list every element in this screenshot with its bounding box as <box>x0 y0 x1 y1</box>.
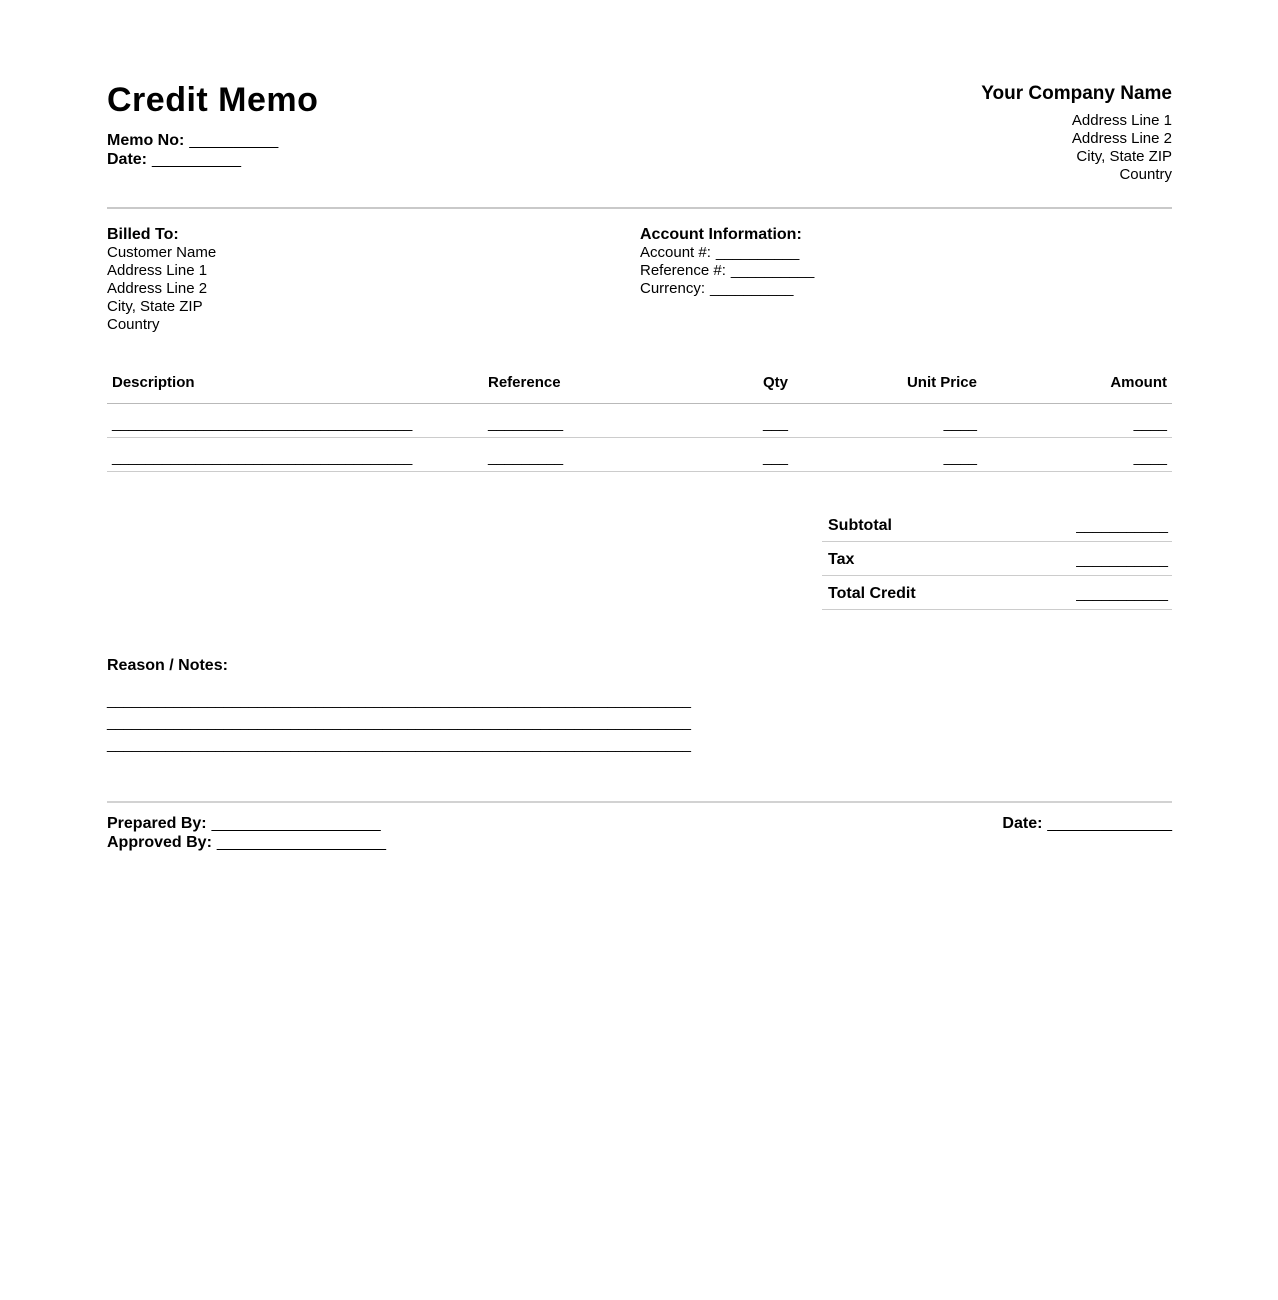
document-header <box>107 83 1172 184</box>
reason-notes-lines <box>107 690 1172 756</box>
signature-date-blank: ______________ <box>1047 815 1172 832</box>
tax-blank: ___________ <box>1076 551 1168 568</box>
account-number-blank: __________ <box>715 244 800 261</box>
company-block <box>981 83 1172 184</box>
cell-amount-blank: ____ <box>1133 449 1167 466</box>
billed-to-line: Country <box>107 316 160 333</box>
memo-date-label: Date: <box>107 151 148 168</box>
account-number-line <box>640 244 1172 262</box>
header-divider <box>107 207 1172 209</box>
billed-to-line: City, State ZIP <box>107 298 203 315</box>
cell-reference-blank: _________ <box>488 449 564 466</box>
reason-line-blank: ______________________________________________________________________ <box>107 736 691 753</box>
memo-date-line <box>107 150 318 169</box>
signature-date-label: Date: <box>1002 815 1043 832</box>
table-row <box>107 438 1172 472</box>
memo-number-line <box>107 131 318 150</box>
approved-by-blank: ___________________ <box>216 834 386 851</box>
subtotal-label: Subtotal <box>828 517 892 534</box>
cell-amount-blank: ____ <box>1133 415 1167 432</box>
signature-left <box>107 814 386 852</box>
reason-line-blank: ______________________________________________________________________ <box>107 714 691 731</box>
reference-number-blank: __________ <box>730 262 815 279</box>
cell-reference-blank: _________ <box>488 415 564 432</box>
memo-date-blank: __________ <box>152 151 241 168</box>
signature-section <box>107 814 1172 852</box>
company-address-line: Address Line 2 <box>1071 130 1172 147</box>
column-header-amount: Amount <box>1110 374 1167 391</box>
company-address <box>981 112 1172 184</box>
memo-meta <box>107 131 318 169</box>
cell-qty-blank: ___ <box>762 415 788 432</box>
cell-description-blank: ____________________________________ <box>112 449 413 466</box>
table-header-row <box>107 373 1172 404</box>
account-info-block <box>640 225 1172 334</box>
prepared-by-line <box>107 814 386 833</box>
approved-by-label: Approved By: <box>107 834 212 851</box>
total-credit-blank: ___________ <box>1076 585 1168 602</box>
subtotal-blank: ___________ <box>1076 517 1168 534</box>
currency-label: Currency: <box>640 280 706 297</box>
cell-unit-price-blank: ____ <box>943 449 977 466</box>
company-address-line: Address Line 1 <box>1071 112 1172 129</box>
totals-section <box>822 508 1172 610</box>
account-info-label: Account Information: <box>640 226 802 243</box>
reason-line-blank: ______________________________________________________________________ <box>107 692 691 709</box>
prepared-by-label: Prepared By: <box>107 815 207 832</box>
subtotal-row <box>822 508 1172 542</box>
parties-section <box>107 225 1172 334</box>
currency-blank: __________ <box>710 280 794 297</box>
account-number-label: Account #: <box>640 244 711 261</box>
memo-number-label: Memo No: <box>107 132 185 149</box>
cell-unit-price-blank: ____ <box>943 415 977 432</box>
company-name: Your Company Name <box>981 83 1172 104</box>
billed-to-lines <box>107 244 640 334</box>
column-header-reference: Reference <box>488 374 561 391</box>
column-header-description: Description <box>112 374 195 391</box>
page-title: Credit Memo <box>107 81 319 119</box>
reference-number-line <box>640 262 1172 280</box>
cell-description-blank: ____________________________________ <box>112 415 413 432</box>
billed-to-line: Customer Name <box>107 244 217 261</box>
tax-row <box>822 542 1172 576</box>
prepared-by-blank: ___________________ <box>211 815 381 832</box>
tax-label: Tax <box>828 551 855 568</box>
billed-to-line: Address Line 2 <box>107 280 208 297</box>
footer-divider <box>107 801 1172 803</box>
account-info-fields <box>640 244 1172 298</box>
reference-number-label: Reference #: <box>640 262 726 279</box>
cell-qty-blank: ___ <box>762 449 788 466</box>
approved-by-line <box>107 833 386 852</box>
billed-to-block <box>107 225 640 334</box>
memo-number-blank: __________ <box>189 132 279 149</box>
signature-right <box>1002 814 1172 852</box>
table-row <box>107 404 1172 438</box>
reason-notes-label: Reason / Notes: <box>107 657 228 674</box>
billed-to-line: Address Line 1 <box>107 262 208 279</box>
company-address-line: Country <box>1119 166 1172 183</box>
currency-line <box>640 280 1172 298</box>
credit-memo-document <box>107 0 1172 852</box>
header-left <box>107 83 318 184</box>
line-items-table <box>107 373 1172 472</box>
column-header-qty: Qty <box>762 374 788 391</box>
billed-to-label: Billed To: <box>107 226 179 243</box>
column-header-unit-price: Unit Price <box>906 374 977 391</box>
total-credit-label: Total Credit <box>828 585 916 602</box>
total-credit-row <box>822 576 1172 610</box>
reason-notes-section <box>107 656 1172 756</box>
company-address-line: City, State ZIP <box>1076 148 1172 165</box>
